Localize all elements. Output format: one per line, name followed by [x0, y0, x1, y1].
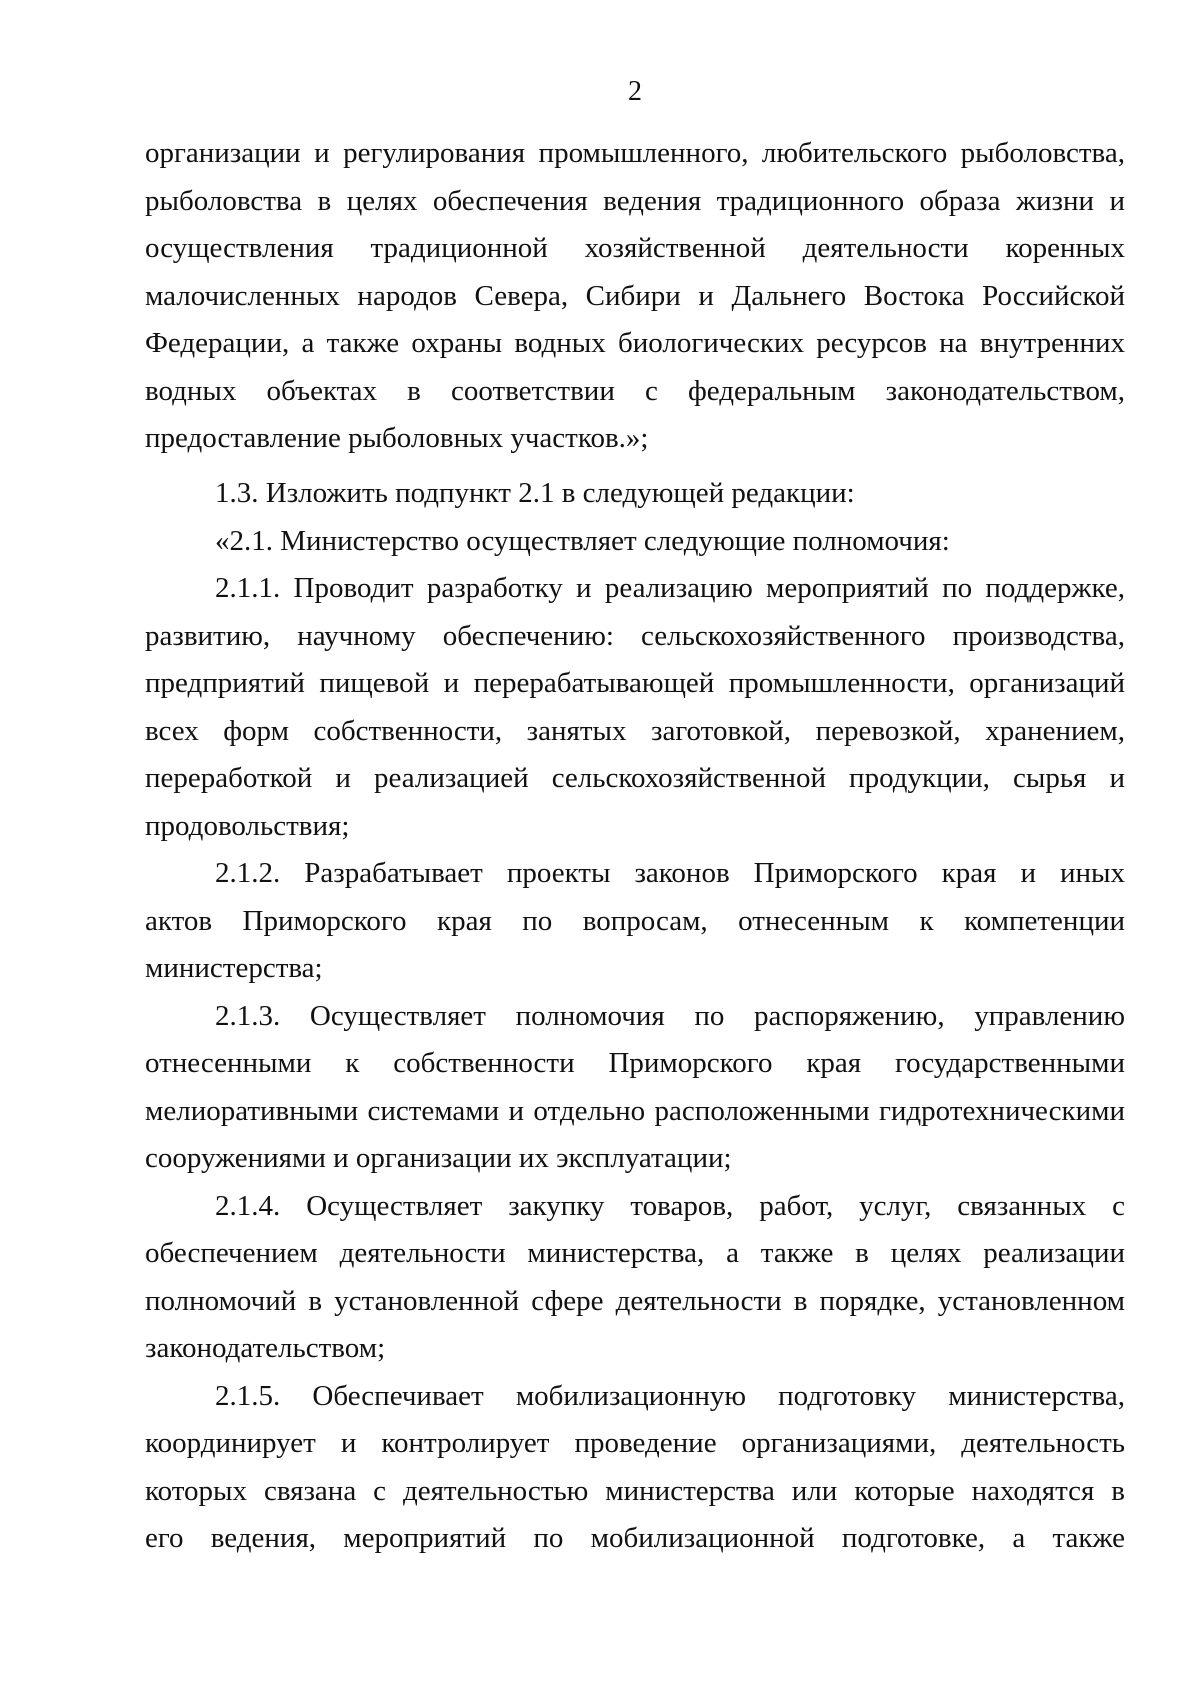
- text-line: развитию, научному обеспечению: сельскохозяйственного производства,: [145, 619, 1125, 652]
- text-line: координирует и контролирует проведение организациями, деятельность: [145, 1427, 1125, 1459]
- text-line: его ведения, мероприятий по мобилизационной подготовке, а также: [145, 1522, 1125, 1554]
- text-line: которых связана с деятельностью министерства или которые находятся в: [145, 1474, 1125, 1507]
- text-line: предоставление рыболовных участков.»;: [145, 422, 649, 454]
- text-line: 2.1.3. Осуществляет полномочия по распоряжению, управлению: [215, 999, 1125, 1032]
- text-line: 1.3. Изложить подпункт 2.1 в следующей редакции:: [215, 477, 855, 509]
- text-line: малочисленных народов Севера, Сибири и Дальнего Востока Российской: [145, 279, 1125, 312]
- text-line: обеспечением деятельности министерства, а также в целях реализации: [145, 1237, 1125, 1269]
- text-line: переработкой и реализацией сельскохозяйственной продукции, сырья и: [145, 762, 1125, 794]
- continued-paragraph: [145, 130, 1125, 463]
- text-line: продовольствия;: [145, 809, 350, 842]
- amendment-section: [145, 470, 1125, 1563]
- text-line: 2.1.4. Осуществляет закупку товаров, работ, услуг, связанных с: [215, 1189, 1125, 1222]
- text-line: водных объектах в соответствии с федеральным законодательством,: [145, 374, 1125, 407]
- text-line: 2.1.5. Обеспечивает мобилизационную подготовку министерства,: [215, 1379, 1125, 1412]
- text-line: мелиоративными системами и отдельно расположенными гидротехническими: [145, 1094, 1125, 1127]
- text-line: сооружениями и организации их эксплуатации;: [145, 1142, 732, 1174]
- text-line: отнесенными к собственности Приморского края государственными: [145, 1047, 1125, 1079]
- text-line: всех форм собственности, занятых заготовкой, перевозкой, хранением,: [145, 714, 1125, 747]
- text-line: министерства;: [145, 952, 323, 984]
- text-line: полномочий в установленной сфере деятельности в порядке, установленном: [145, 1284, 1125, 1317]
- text-line: законодательством;: [145, 1332, 386, 1364]
- text-line: рыболовства в целях обеспечения ведения традиционного образа жизни и: [145, 184, 1125, 217]
- text-line: 2.1.1. Проводит разработку и реализацию мероприятий по поддержке,: [215, 572, 1125, 604]
- text-line: 2.1.2. Разрабатывает проекты законов Приморского края и иных: [215, 857, 1125, 889]
- text-line: «2.1. Министерство осуществляет следующие полномочия:: [215, 524, 950, 557]
- text-line: организации и регулирования промышленного, любительского рыболовства,: [145, 137, 1125, 169]
- page-number: 2: [628, 76, 642, 107]
- text-line: предприятий пищевой и перерабатывающей промышленности, организаций: [145, 667, 1125, 699]
- text-line: осуществления традиционной хозяйственной деятельности коренных: [145, 232, 1125, 264]
- text-line: актов Приморского края по вопросам, отнесенным к компетенции: [145, 904, 1125, 937]
- text-line: Федерации, а также охраны водных биологических ресурсов на внутренних: [145, 327, 1125, 359]
